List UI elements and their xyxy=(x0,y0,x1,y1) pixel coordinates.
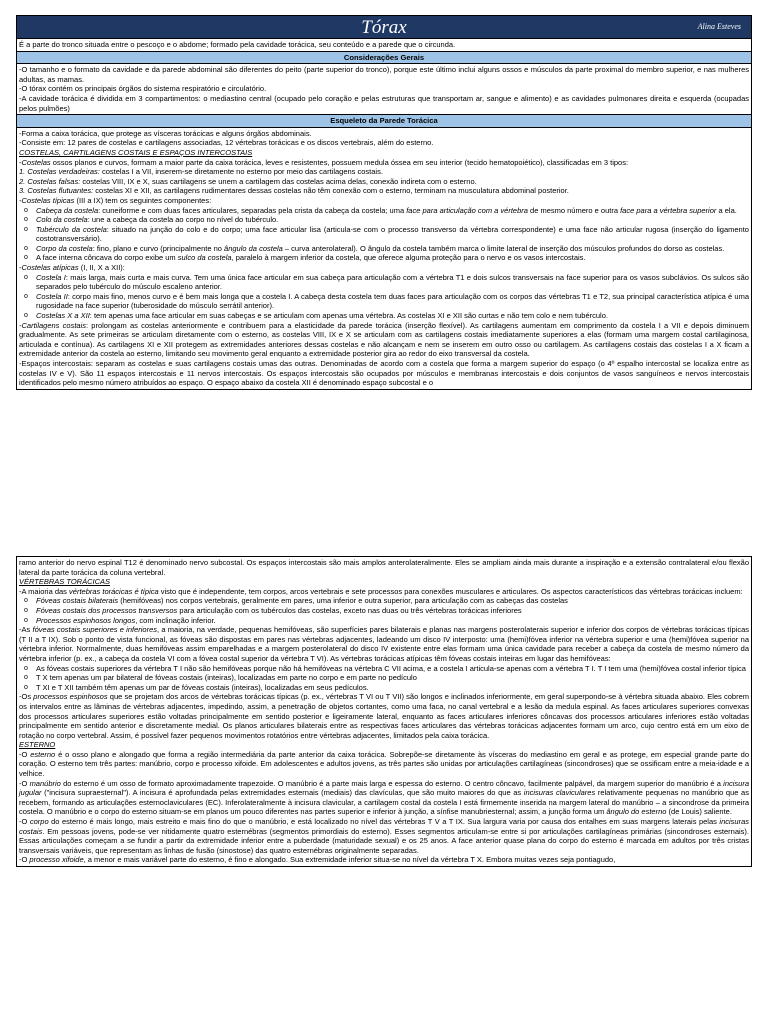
text: (III a IX) tem os seguintes componentes: xyxy=(74,195,212,205)
term: Costela I xyxy=(36,272,66,282)
text: costelas VIII, IX e X, suas cartilagens se unem a cartilagem das costelas acima delas, conexão indireta com o esterno. xyxy=(80,176,477,186)
list-item xyxy=(19,244,749,254)
paragraph: -O tamanho e o formato da cavidade e da parede abdominal são diferentes do peito (parte superior do tronco), porque este último inclui alguns ossos e músculos da parte proximal do membro superior, e nas mulheres adultas, as mamas. xyxy=(19,65,749,84)
term: processo xifoide xyxy=(29,855,84,865)
term: 1. Costelas verdadeiras: xyxy=(19,167,100,177)
text: ossos planos e curvos, formam a maior parte da caixa torácica, leves e resistentes, possuem medula óssea em seu interior (tecido hematopoiético), classificadas em 3 tipos: xyxy=(50,157,629,167)
list-item xyxy=(19,215,749,225)
text: : prolongam as costelas anteriormente e contribuem para a elasticidade da parede torácica (inserção flexível). As cartilagens aumentam em comprimento da costela I a VII e depois diminuem gradualmente. As sete primeiras se articulam diretamente com o esterno, as costelas VIII, IX e X se articulam com as cartilagens costais imediatamente superiores a elas (formam uma margem costal cartilaginosa, articulada e contínua). As cartilagens XI e XII protegem as extremidades anteriores dessas costelas e não alcançam e nem se inserem em outro osso ou cartilagem. As cartilagens costais das costelas I a X ficam a extremidade anterior da costela ao esterno, limitando seu movimento geral enquanto a extremidade posterior gira ao redor do eixo transversal da costela. xyxy=(19,320,750,359)
term: 2. Costelas falsas: xyxy=(19,176,81,186)
text: – curva anterolateral). O ângulo da costela também marca o limite lateral de inserção dos músculos profundos do dorso as costelas. xyxy=(282,243,725,253)
numbered-item xyxy=(19,167,749,177)
paragraph xyxy=(19,855,749,865)
list-item xyxy=(19,253,749,263)
text: : tem apenas uma face articular em suas cabeças e se articulam com apenas uma vértebra. As costelas XI e XII são curtas e não tem colo e nem tubérculo. xyxy=(89,311,608,321)
term: Fóveas costais dos processos transversos xyxy=(36,605,178,615)
text: : une a cabeça da costela ao corpo no nível do tubérculo. xyxy=(87,215,279,225)
term: ângulo da costela xyxy=(224,243,283,253)
term: esterno xyxy=(30,749,56,759)
term: fóveas costais superiores e inferiores xyxy=(32,625,158,635)
term: ângulo do esterno xyxy=(606,807,667,817)
text: : cuneiforme e com duas faces articulares, separadas pela crista da cabeça da costela; uma xyxy=(98,205,407,215)
paragraph: -Espaços intercostais: separam as costelas e suas cartilagens costais umas das outras. Denominadas de acordo com a costela que forma a margem superior do espaço (o 4º espalho intercostal se localiza entre as costelas IV e V). São 11 espaços intercostais e 11 nervos intercostais. Os espaços intercostais são ocupados por músculos e membranas intercostais e dois conjuntos de vasos sanguíneos e nervos intercostais identificados pelo mesmo número atribuídos ao espaço. O espaço abaixo da costela XII é denominado espaço subcostal e o xyxy=(19,359,749,388)
author-name: Alina Esteves xyxy=(697,22,741,31)
term: Costela II xyxy=(36,291,68,301)
paragraph: -Forma a caixa torácica, que protege as vísceras torácicas e alguns órgãos abdominais. xyxy=(19,128,312,138)
text: : situado na junção do colo e do corpo; uma face articular lisa (articula-se com o processo transverso da vértebra correspondente) e uma face não articular rugosa (inserção do ligamento costotransversário). xyxy=(36,224,749,244)
title-bar xyxy=(16,15,752,39)
paragraph xyxy=(19,587,749,597)
term: Costelas X a XII xyxy=(36,311,90,321)
text: do esterno é mais longo, mais estreito e mais fino do que o manúbrio, e está localizado no nível das vértebras T V a T IX. Sua largura varia por causa dos entalhes em suas margens laterais pelas xyxy=(48,817,720,827)
list-item xyxy=(19,596,749,606)
section-general-body xyxy=(16,64,752,115)
paragraph: -O tórax contém os principais órgãos do sistema respiratório e circulatório. xyxy=(19,84,267,94)
text: costelas I a VII, inserem-se diretamente no esterno por meio das cartilagens costais. xyxy=(99,167,383,177)
intro-row xyxy=(16,39,752,52)
term: Colo da costela xyxy=(36,215,88,225)
term: Processos espinhosos longos xyxy=(36,615,136,625)
numbered-item xyxy=(19,177,749,187)
paragraph: ramo anterior do nervo espinal T12 é denominado nervo subcostal. Os espaços intercostais são mais amplos anterolateralmente. Eles se ampliam ainda mais durante a inspiração e a extensão contralateral e/ou flexão lateral da parte torácica da coluna vertebral. xyxy=(19,558,749,577)
term: -Cartilagens costais xyxy=(19,320,86,330)
list-item xyxy=(19,606,749,616)
text: é o osso plano e alongado que forma a região intermediária da parte anterior da caixa torácica. Sobrepõe-se diretamente às vísceras do mediastino em geral e as protege, em especial grande parte do coração. O esterno tem três partes: manúbrio, corpo e processo xifoide. Em adolescentes e adultos jovens, as três partes são unidas por articulações cartilagíneas (sincondroses) que se ossificam entre a meia-idade e a velhice. xyxy=(19,749,749,779)
paragraph xyxy=(19,263,749,273)
numbered-item xyxy=(19,186,749,196)
text: : corpo mais fino, menos curvo e é bem mais longa que a costela I. A cabeça desta costela tem duas faces para articulação com os corpos das vértebras T1 e T2, sua principal característica atípica é uma rugosidade na face superior (tuberosidade do músculo serrátil anterior). xyxy=(36,291,749,311)
list-item: o T X tem apenas um par bilateral de fóveas costais (inteiras), localizadas em parte no corpo e em parte no pedículo xyxy=(19,673,749,683)
text: de mesmo número e outra xyxy=(527,205,621,215)
list-item xyxy=(19,273,749,292)
text: (hemifóveas) nos corpos vertebrais, geralmente em pares, uma inferior e outra superior, para articulação com as cabeças das costelas xyxy=(118,596,568,606)
text: para articulação com os tubérculos das costelas, exceto nas duas ou três vértebras torácicas inferiores xyxy=(177,605,522,615)
paragraph xyxy=(19,158,749,168)
text: A face interna côncava do corpo exibe um xyxy=(36,253,178,263)
text: , a maioria, na verdade, pequenas hemifóveas, são superfícies pares bilaterais e planas nas margens posterolaterais superior e inferior dos corpos de vértebras torácicas típicas (T II a T IX). Sob o ponto de vista funcional, as fóveas são dispostas em pares nas vértebras adjacentes, ladeando um disco IV interposto: uma (hemi)fóvea inferior na vértebra superior e uma (hemi)fóvea superior na vértebra inferior. Normalmente, duas hemifóveas assim emparelhadas e a margem posterolateral do disco IV existente entre elas formam uma única cavidade para receber a cabeça da costela de mesmo número da vértebra inferior (p. ex., a cabeça da costela VI com a fóvea costal superior da vértebra T VI). As vértebras torácicas atípicas têm fóveas costais inteiras em lugar das hemifóveas: xyxy=(19,625,750,663)
document-page-1 xyxy=(16,15,752,512)
term: 3. Costelas flutuantes: xyxy=(19,186,94,196)
paragraph xyxy=(19,779,749,817)
text: do esterno é um osso de formato aproximadamente trapezoide. O manúbrio é a parte mais larga e espessa do esterno. O centro côncavo, facilmente palpável, da margem superior do manúbrio é a xyxy=(60,778,724,788)
paragraph xyxy=(19,692,749,740)
term: sulco da costela xyxy=(177,253,232,263)
paragraph xyxy=(19,625,749,663)
text: (I, II, X a XII): xyxy=(78,263,125,273)
term: -Costelas xyxy=(19,157,51,167)
term: Cabeça da costela xyxy=(36,205,99,215)
term: manúbrio xyxy=(29,778,61,788)
term: face para a vértebra superior xyxy=(620,205,717,215)
text: , paralelo à margem inferior da costela, que oferece alguma proteção para o nervo e os vasos intercostais. xyxy=(231,253,586,263)
text: costelas XI e XII, as cartilagens rudimentares dessas costelas não têm conexão com o esterno, terminam na musculatura abdominal posterior. xyxy=(93,186,569,196)
paragraph xyxy=(19,196,749,206)
text: (de Louis) saliente. xyxy=(666,807,732,817)
text: -O xyxy=(19,855,30,865)
paragraph xyxy=(19,750,749,779)
list-item xyxy=(19,311,749,321)
document-page-2 xyxy=(16,556,752,1024)
term: -Costelas atípicas xyxy=(19,263,79,273)
term: Corpo da costela xyxy=(36,243,93,253)
term: processos espinhosos xyxy=(33,692,108,702)
text: que se projetam dos arcos de vértebras torácicas típicas (p. ex., vértebras T VI ou T VII) são longos e inclinados inferiormente, em geral superpondo-se à vértebra situada abaixo. Eles cobrem os intervalos entre as lâminas de vértebras adjacentes, impedindo, assim, a penetração de objetos cortantes, como uma faca, no canal vertebral e a lesão da medula espinal. As faces articulares superiores convexas dos processos articulares superiores estão voltadas principalmente em sentido posterior e ligeiramente lateral, enquanto as faces articulares inferiores côncavas dos processos articulares inferiores estão voltadas principalmente em sentido anterior e discretamente medial. Os planos articulares bilaterais entre as respectivas faces articulares das vértebras torácicas adjacentes formam um arco, cujo centro está em um eixo de rotação no corpo vertebral. Assim, é possível fazer pequenos movimentos rotatórios entre vértebras adjacentes, limitados pela caixa torácica. xyxy=(19,692,749,740)
list-item: o As fóveas costais superiores da vértebra T I não são hemifóveas porque não há hemifóveas na vértebra C VII acima, e a costela I articula-se apenas com a vértebra T I. T I tem uma (hemi)fóvea costal inferior típica xyxy=(19,664,749,674)
text: -O xyxy=(19,778,30,788)
text: relativamente pequenas no manúbrio que as recebem, formando as articulações esternoclaviculares (EC). Inferolateralmente à incisura clavicular, a cartilagem costal da costela I está firmemente inserida na margem lateral do manúbrio – a sincondrose da primeira costela. O manúbrio e o corpo do esterno situam-se em planos um pouco diferentes nas partes superior e inferior à junção, a sínfise manubriesternal; assim, a junção forma um xyxy=(19,788,749,817)
text: , com inclinação inferior. xyxy=(135,615,216,625)
text: -A maioria das xyxy=(19,586,70,596)
subheading-sternum: ESTERNO xyxy=(19,740,56,750)
section-heading-general: Considerações Gerais xyxy=(16,52,752,65)
text: a ela. xyxy=(716,205,737,215)
paragraph xyxy=(19,321,749,359)
list-item xyxy=(19,616,749,626)
term: -Costelas típicas xyxy=(19,195,75,205)
text: -Os xyxy=(19,692,34,702)
page-title: Tórax xyxy=(361,17,407,38)
subheading-ribs: COSTELAS, CARTILAGENS COSTAIS E ESPAÇOS INTERCOSTAIS xyxy=(19,147,253,157)
text: , a menor e mais variável parte do esterno, é fino e alongado. Sua extremidade inferior situa-se no nível da vértebra T X. Embora muitas vezes seja pontiagudo, xyxy=(83,855,616,865)
paragraph: -Consiste em: 12 pares de costelas e cartilagens associadas, 12 vértebras torácicas e os discos vertebrais, além do esterno. xyxy=(19,138,434,148)
term: Tubérculo da costela xyxy=(36,224,107,234)
paragraph: -A cavidade torácica é dividida em 3 compartimentos: o mediastino central (ocupado pelo coração e pelas estruturas que transportam ar, sangue e alimento) e as cavidades pulmonares direita e esquerda (ocupadas pelos pulmões) xyxy=(19,93,749,113)
list-item: o T XI e T XII também têm apenas um par de fóveas costais (inteiras), localizadas em seus pedículos. xyxy=(19,683,749,693)
text: : mais larga, mais curta e mais curva. Tem uma única face articular em sua cabeça para articulação com a vértebra T1 e dois sulcos transversais na face superior para os vasos subclávios. Os sulcos são separados pelo tubérculo do músculo escaleno anterior. xyxy=(36,272,749,292)
term: incisura jugular xyxy=(19,778,750,798)
page2-body xyxy=(16,556,752,867)
list-item xyxy=(19,225,749,244)
section-skeleton-body xyxy=(16,128,752,390)
text: : fino, plano e curvo (principalmente no xyxy=(92,243,225,253)
term: Fóveas costais bilaterais xyxy=(36,596,119,606)
text: -O xyxy=(19,817,30,827)
list-item xyxy=(19,206,749,216)
term: vértebras torácicas é típica xyxy=(69,586,159,596)
list-item xyxy=(19,292,749,311)
section-heading-skeleton: Esqueleto da Parede Torácica xyxy=(16,115,752,128)
term: incisuras claviculares xyxy=(523,788,596,798)
paragraph xyxy=(19,817,749,855)
text: . Em pessoas jovens, pode-se ver nitidamente quatro esternébras (segmentos primordiais do esterno). Esses segmentos articulam-se entre si por articulações cartilagíneas primárias (sincondroses esternais). Essas articulações começam a se fundir a partir da extremidade inferior entre a puberdade (maturidade sexual) e os 25 anos. A face anterior quase plana do corpo do esterno é marcada em adultos por três cristas transversais variáveis, que representam as linhas de fusão (sinostose) das quatro esternébras originalmente separadas. xyxy=(19,826,749,855)
text: visto que é independente, tem corpos, arcos vertebrais e sete processos para conexões musculares e articulares. Os aspectos característicos das vértebras torácicas incluem: xyxy=(158,586,743,596)
text: ("incisura supraesternal"). A incisura é aprofundada pelas extremidades esternais (mediais) das clavículas, que são muito maiores do que as xyxy=(41,788,524,798)
intro-text: É a parte do tronco situada entre o pescoço e o abdome; formado pela cavidade torácica, seu conteúdo e a parede que o circunda. xyxy=(19,40,456,49)
term: face para articulação com a vértebra xyxy=(406,205,528,215)
text: -O xyxy=(19,749,31,759)
term: corpo xyxy=(29,817,49,827)
term: incisuras costais xyxy=(19,817,749,836)
subheading-vertebrae: VÉRTEBRAS TORÁCICAS xyxy=(19,577,110,587)
text: -As xyxy=(19,625,33,635)
